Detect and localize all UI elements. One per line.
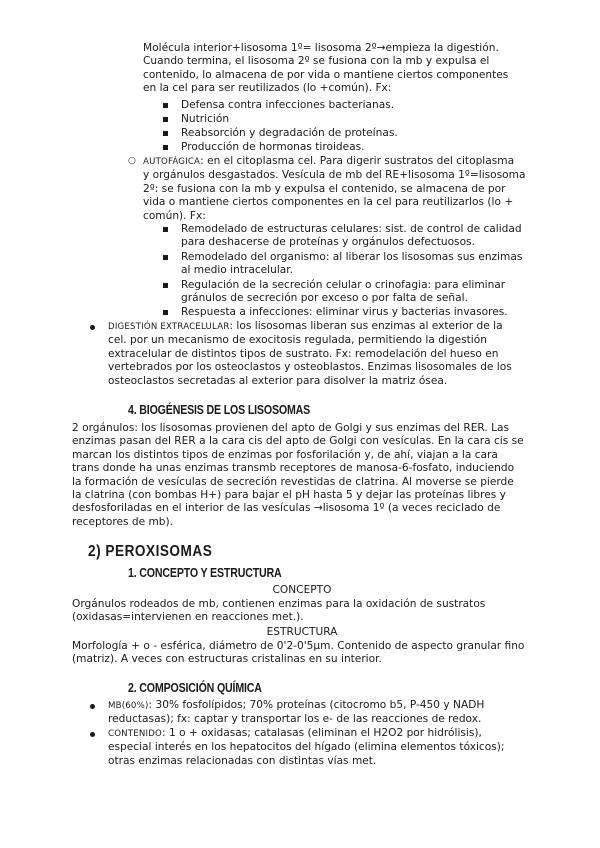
section-heading: 2. COMPOSICIÓN QUÍMICA	[128, 681, 262, 695]
square-bullet-icon	[163, 103, 168, 108]
text-line: la formación de vesículas de secreción revestidas de clatrina. Al moverse se pierde	[72, 475, 514, 488]
text-line: en la cel para ser reutilizados (lo +común). Fx:	[143, 82, 392, 95]
text-line: vertebrados por los osteoclastos y osteoblastos. Enzimas lisosomales de los	[108, 361, 512, 374]
text-line: cel. por un mecanismo de exocitosis regulada, permitiendo la digestión	[108, 334, 487, 347]
text-line: Morfología + o - esférica, diámetro de 0'2-0'5µm. Contenido de aspecto granular fino	[72, 640, 525, 652]
text-line: 2º: se fusiona con la mb y expulsa el contenido, se almacena de por	[143, 182, 506, 195]
square-bullet-icon	[163, 255, 168, 260]
section-heading: 1. CONCEPTO Y ESTRUCTURA	[128, 566, 282, 580]
text-line: : en el citoplasma cel. Para digerir sustratos del citoplasma	[200, 155, 515, 167]
concepto-title: CONCEPTO	[272, 584, 332, 596]
square-bullet-icon	[163, 131, 168, 136]
square-bullet-icon	[163, 227, 168, 232]
bullet-dot-icon	[90, 325, 95, 330]
estructura-title: ESTRUCTURA	[266, 626, 338, 638]
list-item-text: Regulación de la secreción celular o crinofagia: para eliminar	[181, 279, 506, 291]
text-line: y orgánulos desgastados. Vesícula de mb del RE+lisosoma 1º=lisosoma	[143, 169, 526, 182]
list-item-text: Remodelado del organismo: al liberar los lisosomas sus enzimas	[181, 251, 523, 263]
text-line: enzimas pasan del RER a la cara cis del apto de Golgi con vesículas. En la cara cis se	[72, 435, 524, 448]
text-line: especial interés en los hepatocitos del hígado (elimina elementos tóxicos);	[108, 741, 505, 754]
heterofagia-paragraph	[143, 42, 523, 96]
text-line: contenido, lo almacena de por vida o mantiene ciertos componentes	[143, 68, 509, 81]
biogenesis-paragraph	[72, 422, 532, 529]
text-line: osteoclastos secretadas al exterior para disolver la matriz ósea.	[108, 374, 448, 387]
mb-label: MB(60%)	[108, 701, 149, 711]
text-line: vida o mantiene ciertos componentes en la cel para reutilizarlos (lo +	[143, 196, 514, 209]
text-line: Molécula interior+lisosoma 1º= lisosoma 2º→empieza la digestión.	[143, 42, 499, 54]
text-line: Orgánulos rodeados de mb, contienen enzimas para la oxidación de sustratos	[72, 598, 486, 610]
concepto-paragraph	[72, 598, 532, 625]
text-line: : los lisosomas liberan sus enzimas al exterior de la	[229, 320, 503, 332]
section-heading: 4. BIOGÉNESIS DE LOS LISOSOMAS	[128, 403, 311, 417]
list-item-text: Reabsorción y degradación de proteínas.	[181, 127, 398, 139]
list-item-text: gránulos de secreción por exceso o por falta de señal.	[181, 292, 468, 305]
text-line: extracelular de distintos tipos de sustrato. Fx: remodelación del hueso en	[108, 347, 499, 360]
text-line: (matriz). A veces con estructuras cristalinas en su interior.	[72, 653, 382, 666]
text-line: (oxidasas=intervienen en reacciones met.).	[72, 611, 304, 624]
text-line: 2 orgánulos: los lisosomas provienen del apto de Golgi y sus enzimas del RER. Las	[72, 422, 510, 434]
contenido-label: CONTENIDO	[108, 729, 163, 739]
text-line: otras enzimas relacionadas con distintas vías met.	[108, 754, 377, 767]
hollow-circle-bullet-icon: ○	[128, 156, 136, 166]
square-bullet-icon	[163, 145, 168, 150]
text-line: reductasas); fx: captar y transportar los e- de las reacciones de redox.	[108, 713, 482, 726]
list-item-text: Defensa contra infecciones bacterianas.	[181, 99, 395, 111]
extracelular-label: DIGESTIÓN EXTRACELULAR	[108, 322, 230, 332]
estructura-paragraph	[72, 640, 532, 667]
list-item-text: Remodelado de estructuras celulares: sist. de control de calidad	[181, 223, 522, 235]
text-line: receptores de mb).	[72, 515, 174, 528]
bullet-dot-icon	[90, 704, 95, 709]
list-item-text: Producción de hormonas tiroideas.	[181, 141, 365, 153]
text-line: desfosforiladas en el interior de las vesículas →lisosoma 1º (a veces reciclado de	[72, 502, 501, 515]
text-line: Cuando termina, el lisosoma 2º se fusiona con la mb y expulsa el	[143, 55, 490, 68]
square-bullet-icon	[163, 310, 168, 315]
list-item-text: para deshacerse de proteínas y orgánulos defectuosos.	[181, 236, 475, 249]
list-item-text: al medio intracelular.	[181, 264, 293, 277]
autofagia-label: AUTOFÁGICA	[143, 157, 201, 167]
text-line: : 30% fosfolípidos; 70% proteínas (citocromo b5, P-450 y NADH	[148, 699, 485, 711]
text-line: marcan los distintos tipos de enzimas por fosforilación y, de ahí, viajan a la cara	[72, 448, 498, 461]
text-line: trans donde ha unas enzimas transmb receptores de manosa-6-fosfato, induciendo	[72, 462, 515, 475]
text-line: la clatrina (con bombas H+) para bajar el pH hasta 5 y dejar las proteínas libres y	[72, 489, 506, 502]
text-line: : 1 o + oxidasas; catalasas (eliminan el H2O2 por hidrólisis),	[162, 727, 482, 739]
text-line: común). Fx:	[143, 209, 206, 222]
list-item-text: Respuesta a infecciones: eliminar virus y bacterias invasores.	[181, 306, 508, 318]
chapter-heading: 2) PEROXISOMAS	[88, 543, 213, 560]
bullet-dot-icon	[90, 732, 95, 737]
square-bullet-icon	[163, 283, 168, 288]
list-item-text: Nutrición	[181, 113, 230, 125]
square-bullet-icon	[163, 117, 168, 122]
